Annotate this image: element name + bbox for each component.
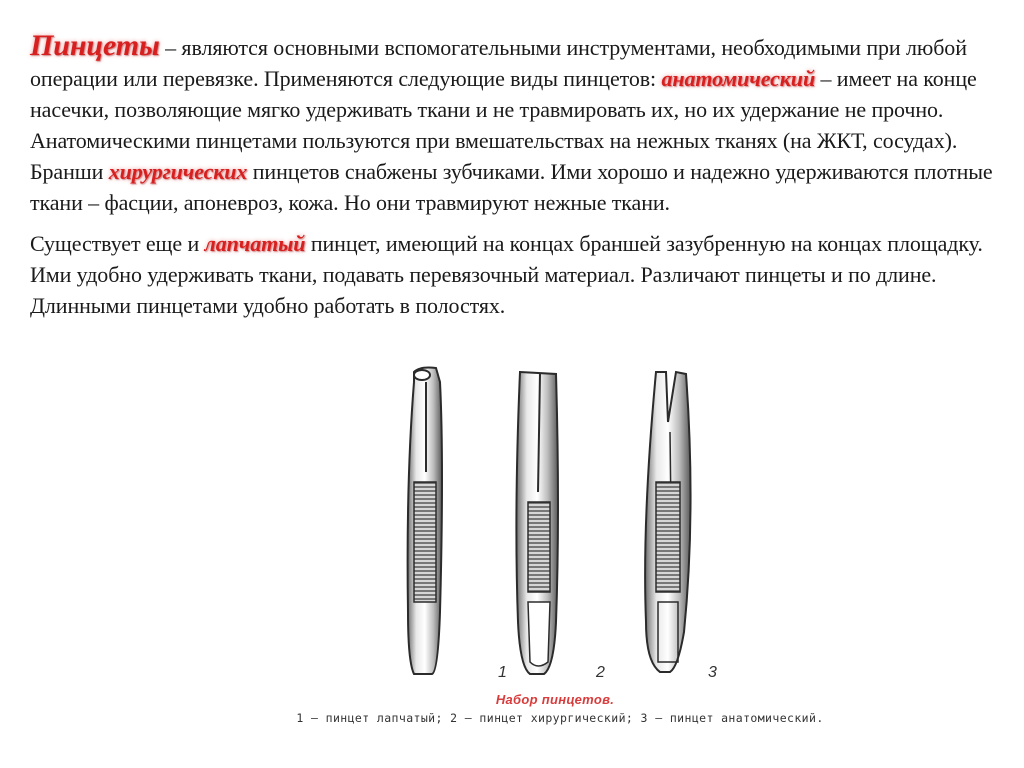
term-lapchaty: лапчатый xyxy=(204,231,306,256)
term-surgical: хирургических xyxy=(108,159,248,184)
paragraph-tweezers-types xyxy=(30,30,1005,218)
paragraph-text: пинцет, имеющий на концах браншей зазубренную на концах площадку. Ими удобно удерживать ткани, подавать перевязочный материал. Различают пинцеты и по длине. Длинными пинцетами удобно работать в полостях. xyxy=(30,231,983,318)
figure-number-2: 2 xyxy=(596,664,605,681)
term-tweezers: Пинцеты xyxy=(30,29,160,62)
tweezers-figure xyxy=(296,362,980,742)
figure-number-3: 3 xyxy=(708,664,717,681)
tweezers-1-lapchaty xyxy=(408,368,442,675)
tweezers-illustration xyxy=(380,362,980,692)
tweezers-2-surgical xyxy=(516,372,558,674)
paragraph-text: – имеет на конце насечки, позволяющие мягко удерживать ткани и не травмировать их, но их удержание не прочно. Анатомическими пинцетами пользуются при вмешательствах на нежных тканях (на ЖКТ, сосудах). Бранши xyxy=(30,66,977,184)
paragraph-text: Существует еще и xyxy=(30,231,205,256)
figure-number-1: 1 xyxy=(498,664,507,681)
paragraph-lapchaty xyxy=(30,228,1005,321)
text-block xyxy=(30,30,1005,321)
paragraph-text: – являются основными вспомогательными инструментами, необходимыми при любой операции или перевязке. Применяются следующие виды пинцетов: xyxy=(30,35,967,91)
term-anatomical: анатомический xyxy=(661,66,816,91)
figure-caption: 1 – пинцет лапчатый; 2 – пинцет хирургический; 3 – пинцет анатомический. xyxy=(296,711,824,725)
figure-title: Набор пинцетов. xyxy=(495,692,615,707)
tweezers-3-anatomical xyxy=(645,372,690,672)
paragraph-text: пинцетов снабжены зубчиками. Ими хорошо и надежно удерживаются плотные ткани – фасции, апоневроз, кожа. Но они травмируют нежные ткани. xyxy=(30,159,993,215)
